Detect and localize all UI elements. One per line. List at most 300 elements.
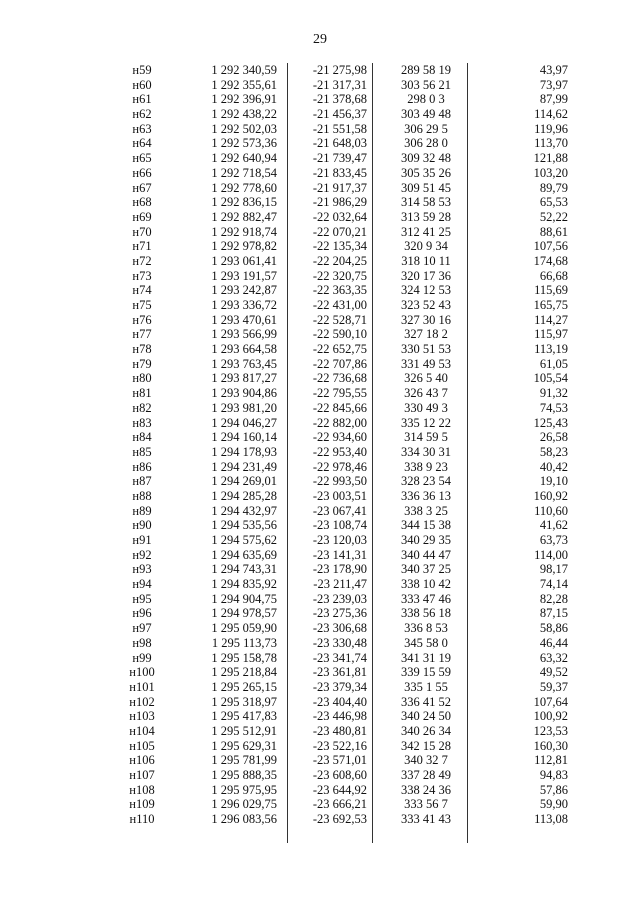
x-coordinate-cell: 1 295 417,83 <box>211 709 277 724</box>
y-coordinate-cell: -23 330,48 <box>312 635 367 650</box>
table-row <box>112 606 580 621</box>
point-id-cell: н110 <box>129 812 155 827</box>
point-id-cell: н69 <box>132 209 152 224</box>
point-id-cell: н101 <box>129 679 155 694</box>
distance-cell: 87,99 <box>539 92 568 107</box>
table-row <box>112 709 580 724</box>
distance-cell: 43,97 <box>539 63 568 77</box>
y-coordinate-cell: -21 648,03 <box>312 136 367 151</box>
point-id-cell: н87 <box>132 474 152 489</box>
x-coordinate-cell: 1 293 191,57 <box>211 268 277 283</box>
x-coordinate-cell: 1 292 573,36 <box>211 136 277 151</box>
distance-cell: 59,90 <box>539 797 568 812</box>
x-coordinate-cell: 1 294 904,75 <box>211 591 277 606</box>
x-coordinate-cell: 1 294 432,97 <box>211 503 277 518</box>
direction-angle-cell: 338 56 18 <box>401 606 451 621</box>
x-coordinate-cell: 1 295 888,35 <box>211 768 277 782</box>
direction-angle-cell: 320 17 36 <box>401 268 451 283</box>
point-id-cell: н94 <box>132 577 152 592</box>
y-coordinate-cell: -21 317,31 <box>312 77 367 92</box>
point-id-cell: н76 <box>132 312 152 327</box>
distance-cell: 49,52 <box>539 665 568 680</box>
table-row <box>112 739 580 754</box>
direction-angle-cell: 345 58 0 <box>404 635 448 650</box>
point-id-cell: н71 <box>132 239 152 254</box>
distance-cell: 112,81 <box>534 753 568 768</box>
point-id-cell: н70 <box>132 224 152 239</box>
table-row <box>112 783 580 798</box>
direction-angle-cell: 340 26 34 <box>401 723 451 738</box>
direction-angle-cell: 314 58 53 <box>401 195 451 210</box>
distance-cell: 98,17 <box>539 562 568 577</box>
direction-angle-cell: 336 8 53 <box>404 621 448 636</box>
distance-cell: 41,62 <box>539 518 568 533</box>
y-coordinate-cell: -22 993,50 <box>312 474 367 489</box>
x-coordinate-cell: 1 293 981,20 <box>211 400 277 415</box>
point-id-cell: н109 <box>129 797 155 812</box>
table-row <box>112 768 580 783</box>
direction-angle-cell: 326 5 40 <box>404 371 448 386</box>
x-coordinate-cell: 1 295 218,84 <box>211 665 277 680</box>
x-coordinate-cell: 1 292 438,22 <box>211 107 277 122</box>
y-coordinate-cell: -23 003,51 <box>312 488 367 503</box>
distance-cell: 165,75 <box>533 298 568 312</box>
y-coordinate-cell: -22 978,46 <box>312 459 367 474</box>
point-id-cell: н72 <box>132 253 152 268</box>
direction-angle-cell: 333 41 43 <box>401 812 451 827</box>
x-coordinate-cell: 1 295 318,97 <box>211 694 277 709</box>
y-coordinate-cell: -22 070,21 <box>312 224 367 239</box>
direction-angle-cell: 303 49 48 <box>401 107 451 122</box>
y-coordinate-cell: -22 736,68 <box>312 371 367 386</box>
x-coordinate-cell: 1 296 083,56 <box>211 812 277 827</box>
y-coordinate-cell: -22 431,00 <box>312 298 367 312</box>
x-coordinate-cell: 1 295 265,15 <box>211 679 277 694</box>
distance-cell: 94,83 <box>539 768 568 782</box>
distance-cell: 19,10 <box>539 474 568 489</box>
table-row <box>112 357 580 372</box>
y-coordinate-cell: -23 341,74 <box>312 650 367 665</box>
distance-cell: 26,58 <box>539 430 568 445</box>
direction-angle-cell: 344 15 38 <box>401 518 451 533</box>
distance-cell: 125,43 <box>533 415 568 430</box>
distance-cell: 115,97 <box>534 327 568 342</box>
table-row <box>112 342 580 357</box>
table-row <box>112 548 580 563</box>
x-coordinate-cell: 1 293 904,86 <box>211 386 277 401</box>
y-coordinate-cell: -23 446,98 <box>312 709 367 724</box>
x-coordinate-cell: 1 292 396,91 <box>211 92 277 107</box>
x-coordinate-cell: 1 292 355,61 <box>211 77 277 92</box>
point-id-cell: н85 <box>132 444 152 459</box>
direction-angle-cell: 327 18 2 <box>404 327 448 342</box>
direction-angle-cell: 340 24 50 <box>401 709 451 724</box>
direction-angle-cell: 340 37 25 <box>401 562 451 577</box>
table-row <box>112 239 580 254</box>
point-id-cell: н86 <box>132 459 152 474</box>
point-id-cell: н95 <box>132 591 152 606</box>
direction-angle-cell: 336 41 52 <box>401 694 451 709</box>
x-coordinate-cell: 1 292 718,54 <box>211 165 277 180</box>
y-coordinate-cell: -22 795,55 <box>312 386 367 401</box>
distance-cell: 59,37 <box>539 679 568 694</box>
x-coordinate-cell: 1 293 242,87 <box>211 283 277 298</box>
table-row <box>112 151 580 166</box>
x-coordinate-cell: 1 294 160,14 <box>211 430 277 445</box>
table-row <box>112 181 580 196</box>
point-id-cell: н83 <box>132 415 152 430</box>
table-row <box>112 371 580 386</box>
y-coordinate-cell: -22 363,35 <box>312 283 367 298</box>
table-row <box>112 313 580 328</box>
point-id-cell: н66 <box>132 165 152 180</box>
table-row <box>112 636 580 651</box>
y-coordinate-cell: -23 644,92 <box>312 782 367 797</box>
x-coordinate-cell: 1 294 835,92 <box>211 577 277 592</box>
distance-cell: 58,23 <box>539 444 568 459</box>
table-row <box>112 63 580 78</box>
point-id-cell: н78 <box>132 342 152 357</box>
y-coordinate-cell: -23 571,01 <box>312 753 367 768</box>
direction-angle-cell: 338 9 23 <box>404 459 448 474</box>
point-id-cell: н100 <box>129 665 155 680</box>
table-row <box>112 210 580 225</box>
direction-angle-cell: 320 9 34 <box>404 239 448 254</box>
distance-cell: 73,97 <box>539 77 568 92</box>
page-number: 29 <box>313 32 327 47</box>
y-coordinate-cell: -23 067,41 <box>312 503 367 518</box>
distance-cell: 121,88 <box>533 151 568 166</box>
x-coordinate-cell: 1 292 978,82 <box>211 239 277 254</box>
x-coordinate-cell: 1 292 340,59 <box>211 63 277 77</box>
direction-angle-cell: 328 23 54 <box>401 474 451 489</box>
x-coordinate-cell: 1 293 566,99 <box>211 327 277 342</box>
table-row <box>112 401 580 416</box>
distance-cell: 160,30 <box>533 738 568 753</box>
table-row <box>112 665 580 680</box>
point-id-cell: н96 <box>132 606 152 621</box>
distance-cell: 114,00 <box>534 547 568 562</box>
point-id-cell: н97 <box>132 621 152 636</box>
distance-cell: 113,19 <box>534 342 568 357</box>
point-id-cell: н65 <box>132 151 152 166</box>
y-coordinate-cell: -21 739,47 <box>312 151 367 166</box>
point-id-cell: н103 <box>129 709 155 724</box>
x-coordinate-cell: 1 294 178,93 <box>211 444 277 459</box>
direction-angle-cell: 333 56 7 <box>404 797 448 812</box>
direction-angle-cell: 327 30 16 <box>401 312 451 327</box>
direction-angle-cell: 323 52 43 <box>401 298 451 312</box>
y-coordinate-cell: -23 178,90 <box>312 562 367 577</box>
x-coordinate-cell: 1 294 978,57 <box>211 606 277 621</box>
y-coordinate-cell: -22 528,71 <box>312 312 367 327</box>
table-row <box>112 136 580 151</box>
direction-angle-cell: 334 30 31 <box>401 444 451 459</box>
y-coordinate-cell: -23 379,34 <box>312 679 367 694</box>
table-row <box>112 298 580 313</box>
x-coordinate-cell: 1 294 575,62 <box>211 533 277 547</box>
point-id-cell: н91 <box>132 533 152 547</box>
point-id-cell: н102 <box>129 694 155 709</box>
table-row <box>112 474 580 489</box>
y-coordinate-cell: -23 275,36 <box>312 606 367 621</box>
x-coordinate-cell: 1 295 113,73 <box>211 635 277 650</box>
x-coordinate-cell: 1 293 061,41 <box>211 253 277 268</box>
point-id-cell: н88 <box>132 488 152 503</box>
x-coordinate-cell: 1 294 535,56 <box>211 518 277 533</box>
point-id-cell: н82 <box>132 400 152 415</box>
point-id-cell: н90 <box>132 518 152 533</box>
distance-cell: 58,86 <box>539 621 568 636</box>
distance-cell: 91,32 <box>539 386 568 401</box>
y-coordinate-cell: -22 707,86 <box>312 356 367 371</box>
y-coordinate-cell: -23 306,68 <box>312 621 367 636</box>
point-id-cell: н68 <box>132 195 152 210</box>
distance-cell: 100,92 <box>533 709 568 724</box>
direction-angle-cell: 339 15 59 <box>401 665 451 680</box>
direction-angle-cell: 338 3 25 <box>404 503 448 518</box>
x-coordinate-cell: 1 295 158,78 <box>211 650 277 665</box>
distance-cell: 61,05 <box>539 356 568 371</box>
x-coordinate-cell: 1 294 285,28 <box>211 488 277 503</box>
y-coordinate-cell: -21 456,37 <box>312 107 367 122</box>
distance-cell: 174,68 <box>533 253 568 268</box>
direction-angle-cell: 309 32 48 <box>401 151 451 166</box>
x-coordinate-cell: 1 293 470,61 <box>211 312 277 327</box>
table-row <box>112 812 580 827</box>
direction-angle-cell: 303 56 21 <box>401 77 451 92</box>
x-coordinate-cell: 1 293 336,72 <box>211 298 277 312</box>
distance-cell: 103,20 <box>533 165 568 180</box>
distance-cell: 87,15 <box>539 606 568 621</box>
point-id-cell: н105 <box>129 738 155 753</box>
direction-angle-cell: 338 10 42 <box>401 577 451 592</box>
coordinates-table <box>112 63 568 827</box>
distance-cell: 114,62 <box>534 107 568 122</box>
y-coordinate-cell: -23 692,53 <box>312 812 367 827</box>
x-coordinate-cell: 1 295 512,91 <box>211 723 277 738</box>
direction-angle-cell: 335 1 55 <box>404 679 448 694</box>
direction-angle-cell: 340 44 47 <box>401 547 451 562</box>
distance-cell: 65,53 <box>539 195 568 210</box>
point-id-cell: н79 <box>132 356 152 371</box>
direction-angle-cell: 335 12 22 <box>401 415 451 430</box>
direction-angle-cell: 305 35 26 <box>401 165 451 180</box>
distance-cell: 46,44 <box>539 635 568 650</box>
y-coordinate-cell: -21 986,29 <box>312 195 367 210</box>
y-coordinate-cell: -21 917,37 <box>312 180 367 195</box>
direction-angle-cell: 340 32 7 <box>404 753 448 768</box>
x-coordinate-cell: 1 292 836,15 <box>211 195 277 210</box>
distance-cell: 113,08 <box>534 812 568 827</box>
table-row <box>112 254 580 269</box>
direction-angle-cell: 318 10 11 <box>401 253 451 268</box>
point-id-cell: н75 <box>132 298 152 312</box>
y-coordinate-cell: -22 882,00 <box>312 415 367 430</box>
direction-angle-cell: 342 15 28 <box>401 738 451 753</box>
x-coordinate-cell: 1 294 231,49 <box>211 459 277 474</box>
direction-angle-cell: 313 59 28 <box>401 209 451 224</box>
distance-cell: 160,92 <box>533 488 568 503</box>
table-row <box>112 577 580 592</box>
point-id-cell: н61 <box>132 92 152 107</box>
x-coordinate-cell: 1 292 882,47 <box>211 209 277 224</box>
direction-angle-cell: 336 36 13 <box>401 488 451 503</box>
point-id-cell: н106 <box>129 753 155 768</box>
x-coordinate-cell: 1 292 640,94 <box>211 151 277 166</box>
direction-angle-cell: 337 28 49 <box>401 768 451 782</box>
direction-angle-cell: 326 43 7 <box>404 386 448 401</box>
point-id-cell: н84 <box>132 430 152 445</box>
table-row <box>112 445 580 460</box>
point-id-cell: н63 <box>132 121 152 136</box>
point-id-cell: н98 <box>132 635 152 650</box>
table-row <box>112 518 580 533</box>
distance-cell: 115,69 <box>534 283 568 298</box>
distance-cell: 107,56 <box>533 239 568 254</box>
point-id-cell: н74 <box>132 283 152 298</box>
x-coordinate-cell: 1 296 029,75 <box>211 797 277 812</box>
point-id-cell: н80 <box>132 371 152 386</box>
y-coordinate-cell: -23 120,03 <box>312 533 367 547</box>
point-id-cell: н93 <box>132 562 152 577</box>
direction-angle-cell: 330 51 53 <box>401 342 451 357</box>
coordinates-table-body <box>112 63 580 827</box>
table-row <box>112 797 580 812</box>
y-coordinate-cell: -21 378,68 <box>312 92 367 107</box>
point-id-cell: н60 <box>132 77 152 92</box>
y-coordinate-cell: -23 108,74 <box>312 518 367 533</box>
direction-angle-cell: 306 29 5 <box>404 121 448 136</box>
x-coordinate-cell: 1 292 778,60 <box>211 180 277 195</box>
x-coordinate-cell: 1 295 629,31 <box>211 738 277 753</box>
distance-cell: 63,73 <box>539 533 568 547</box>
table-row <box>112 504 580 519</box>
direction-angle-cell: 340 29 35 <box>401 533 451 547</box>
y-coordinate-cell: -21 551,58 <box>312 121 367 136</box>
x-coordinate-cell: 1 294 269,01 <box>211 474 277 489</box>
distance-cell: 123,53 <box>533 723 568 738</box>
distance-cell: 119,96 <box>534 121 568 136</box>
x-coordinate-cell: 1 292 918,74 <box>211 224 277 239</box>
distance-cell: 63,32 <box>539 650 568 665</box>
point-id-cell: н62 <box>132 107 152 122</box>
distance-cell: 40,42 <box>539 459 568 474</box>
distance-cell: 105,54 <box>533 371 568 386</box>
table-row <box>112 489 580 504</box>
y-coordinate-cell: -22 320,75 <box>312 268 367 283</box>
table-row <box>112 680 580 695</box>
distance-cell: 88,61 <box>539 224 568 239</box>
point-id-cell: н89 <box>132 503 152 518</box>
x-coordinate-cell: 1 294 046,27 <box>211 415 277 430</box>
table-row <box>112 460 580 475</box>
distance-cell: 114,27 <box>534 312 568 327</box>
table-row <box>112 533 580 548</box>
point-id-cell: н73 <box>132 268 152 283</box>
x-coordinate-cell: 1 292 502,03 <box>211 121 277 136</box>
distance-cell: 52,22 <box>539 209 568 224</box>
x-coordinate-cell: 1 293 817,27 <box>211 371 277 386</box>
direction-angle-cell: 312 41 25 <box>401 224 451 239</box>
table-row <box>112 695 580 710</box>
table-row <box>112 386 580 401</box>
point-id-cell: н99 <box>132 650 152 665</box>
point-id-cell: н64 <box>132 136 152 151</box>
y-coordinate-cell: -23 361,81 <box>312 665 367 680</box>
table-row <box>112 724 580 739</box>
table-row <box>112 166 580 181</box>
table-row <box>112 269 580 284</box>
distance-cell: 107,64 <box>533 694 568 709</box>
y-coordinate-cell: -22 135,34 <box>312 239 367 254</box>
table-row <box>112 283 580 298</box>
table-row <box>112 78 580 93</box>
point-id-cell: н107 <box>129 768 155 782</box>
point-id-cell: н77 <box>132 327 152 342</box>
y-coordinate-cell: -23 404,40 <box>312 694 367 709</box>
y-coordinate-cell: -23 480,81 <box>312 723 367 738</box>
table-row <box>112 107 580 122</box>
direction-angle-cell: 333 47 46 <box>401 591 451 606</box>
direction-angle-cell: 330 49 3 <box>404 400 448 415</box>
distance-cell: 113,70 <box>534 136 568 151</box>
table-row <box>112 195 580 210</box>
x-coordinate-cell: 1 295 781,99 <box>211 753 277 768</box>
x-coordinate-cell: 1 295 059,90 <box>211 621 277 636</box>
table-row <box>112 122 580 137</box>
table-row <box>112 651 580 666</box>
distance-cell: 110,60 <box>534 503 568 518</box>
y-coordinate-cell: -21 833,45 <box>312 165 367 180</box>
y-coordinate-cell: -22 953,40 <box>312 444 367 459</box>
distance-cell: 82,28 <box>539 591 568 606</box>
y-coordinate-cell: -23 666,21 <box>312 797 367 812</box>
x-coordinate-cell: 1 295 975,95 <box>211 782 277 797</box>
direction-angle-cell: 309 51 45 <box>401 180 451 195</box>
table-row <box>112 592 580 607</box>
point-id-cell: н108 <box>129 782 155 797</box>
table-row <box>112 562 580 577</box>
point-id-cell: н67 <box>132 180 152 195</box>
direction-angle-cell: 341 31 19 <box>401 650 451 665</box>
table-row <box>112 92 580 107</box>
y-coordinate-cell: -21 275,98 <box>312 63 367 77</box>
point-id-cell: н104 <box>129 723 155 738</box>
table-row <box>112 430 580 445</box>
direction-angle-cell: 314 59 5 <box>404 430 448 445</box>
y-coordinate-cell: -22 934,60 <box>312 430 367 445</box>
point-id-cell: н59 <box>132 63 152 77</box>
y-coordinate-cell: -23 608,60 <box>312 768 367 782</box>
direction-angle-cell: 298 0 3 <box>407 92 445 107</box>
y-coordinate-cell: -22 032,64 <box>312 209 367 224</box>
x-coordinate-cell: 1 294 635,69 <box>211 547 277 562</box>
distance-cell: 66,68 <box>539 268 568 283</box>
distance-cell: 74,53 <box>539 400 568 415</box>
direction-angle-cell: 306 28 0 <box>404 136 448 151</box>
table-row <box>112 621 580 636</box>
distance-cell: 74,14 <box>539 577 568 592</box>
table-row <box>112 225 580 240</box>
distance-cell: 57,86 <box>539 782 568 797</box>
direction-angle-cell: 338 24 36 <box>401 782 451 797</box>
y-coordinate-cell: -22 204,25 <box>312 253 367 268</box>
table-row <box>112 327 580 342</box>
point-id-cell: н81 <box>132 386 152 401</box>
y-coordinate-cell: -22 590,10 <box>312 327 367 342</box>
x-coordinate-cell: 1 293 664,58 <box>211 342 277 357</box>
